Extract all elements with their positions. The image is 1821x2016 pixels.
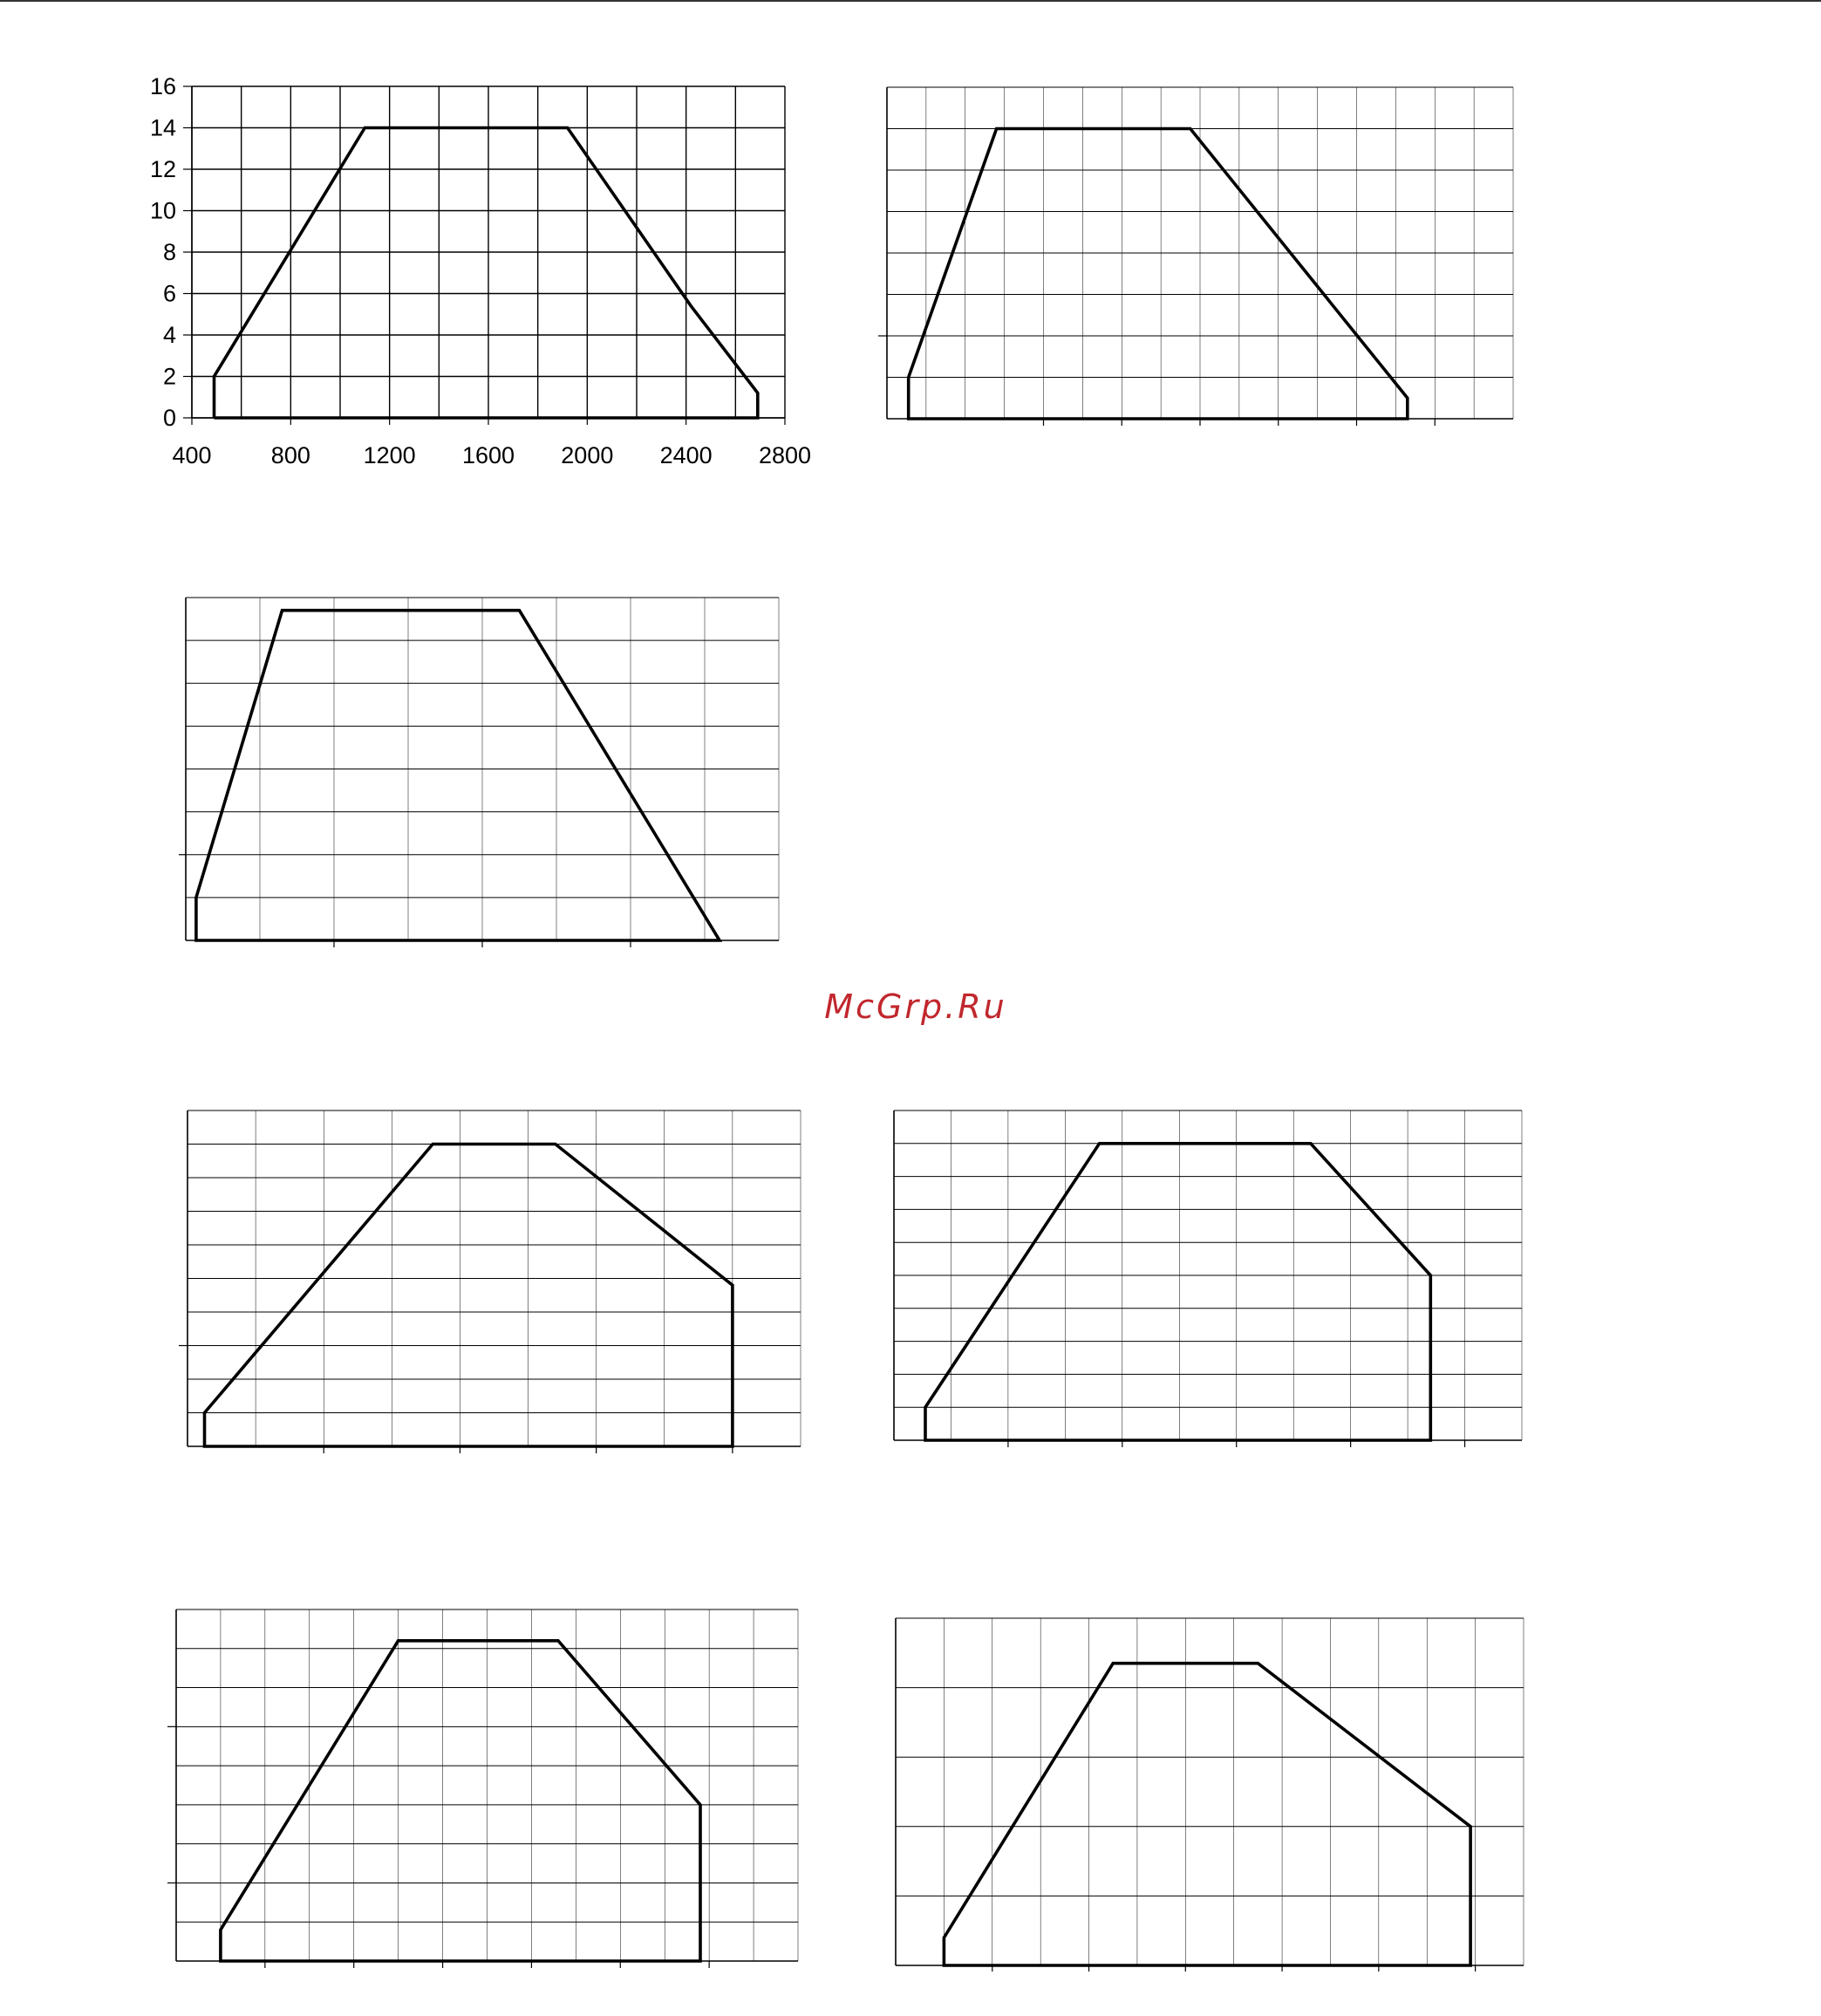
series-line-0 — [909, 129, 1408, 420]
y-tick-label-5: 10 — [149, 197, 176, 224]
y-tick-label-6: 12 — [149, 156, 176, 182]
y-tick-label-4: 8 — [162, 239, 176, 265]
y-tick-label-2: 4 — [162, 322, 176, 348]
y-tick-label-1: 2 — [162, 363, 176, 390]
chart-6 — [166, 1605, 807, 1972]
y-tick-label-0: 0 — [162, 405, 176, 431]
x-tick-label-4: 2000 — [561, 442, 614, 468]
top-rule — [0, 0, 1821, 2]
x-tick-label-5: 2400 — [659, 442, 713, 468]
y-tick-label-7: 14 — [149, 114, 176, 141]
x-tick-label-1: 800 — [270, 442, 310, 468]
series-line-0 — [944, 1664, 1470, 1965]
series-line-0 — [196, 611, 720, 940]
chart-1 — [131, 74, 829, 484]
chart-4 — [179, 1106, 811, 1455]
series-line-0 — [205, 1145, 733, 1447]
series-line-0 — [925, 1144, 1430, 1440]
y-tick-label-8: 16 — [149, 74, 176, 99]
chart-3 — [179, 593, 789, 951]
x-tick-label-6: 2800 — [758, 442, 812, 468]
chart-7 — [885, 1614, 1535, 1972]
y-tick-label-3: 6 — [162, 280, 176, 307]
watermark-logo: McGrp.Ru — [824, 987, 1007, 1026]
series-line-0 — [215, 128, 758, 419]
x-tick-label-2: 1200 — [363, 442, 416, 468]
chart-5 — [885, 1106, 1535, 1449]
series-line-0 — [221, 1641, 700, 1961]
x-tick-label-0: 400 — [172, 442, 212, 468]
chart-2 — [876, 83, 1526, 432]
x-tick-label-3: 1600 — [461, 442, 515, 468]
